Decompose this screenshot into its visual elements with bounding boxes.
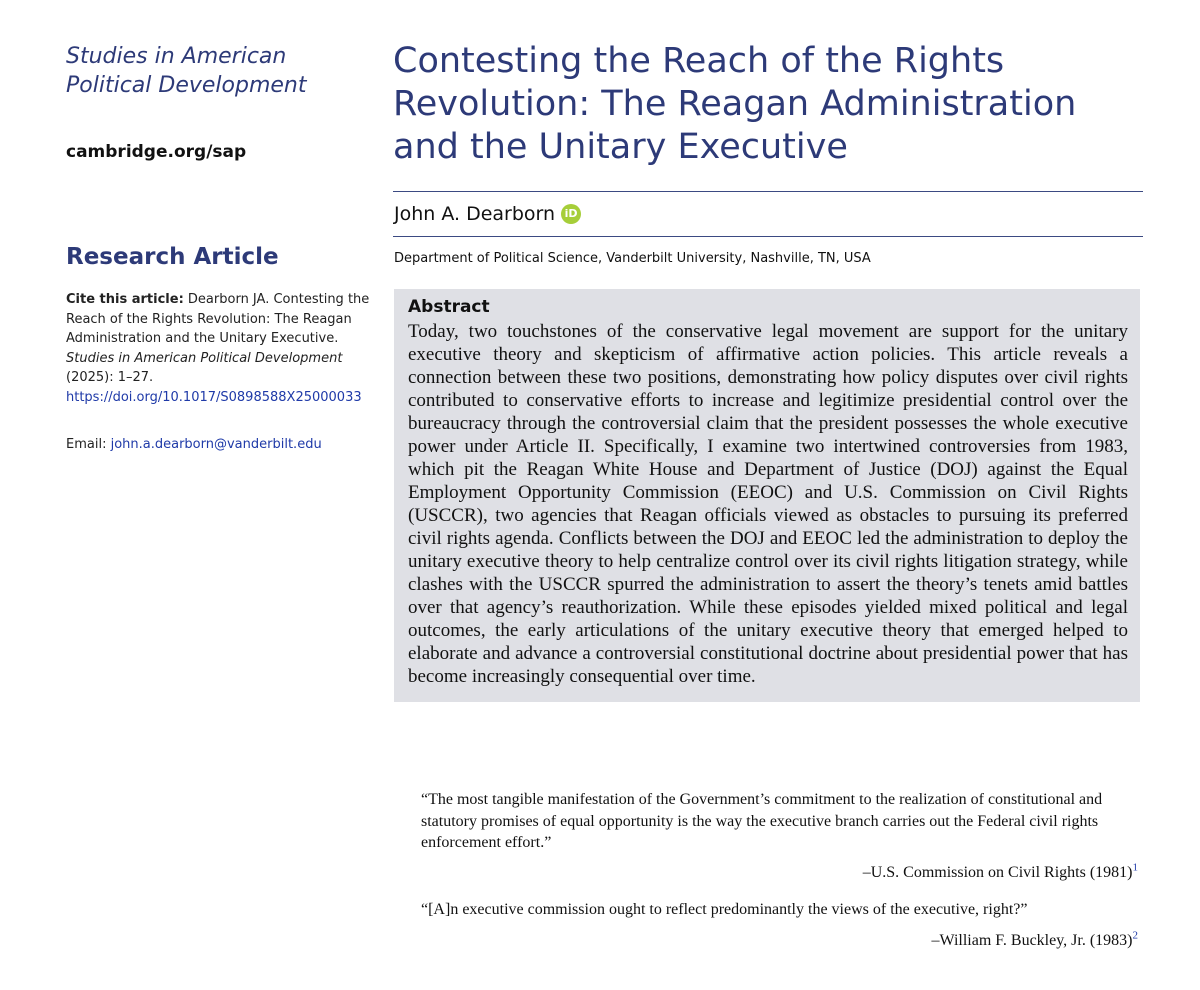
email-link[interactable]: john.a.dearborn@vanderbilt.edu — [110, 437, 322, 452]
author-line — [394, 203, 581, 225]
attribution-text-2: –William F. Buckley, Jr. (1983) — [931, 932, 1133, 949]
cite-text: Dearborn JA. Contesting the Reach of the Rights Revolution: The Reagan Administration and the Unitary Executive. — [66, 292, 370, 346]
epigraph-attribution-2 — [931, 929, 1138, 950]
cite-label: Cite this article: — [66, 292, 184, 307]
abstract-text: Today, two touchstones of the conservative legal movement are support for the unitary executive theory and skepticism of affirmative action policies. This article reveals a connection between these two positions, demonstrating how policy disputes over civil rights contributed to conservative efforts to increase and legitimize presidential control over the bureaucracy through the controversial claim that the president possesses the whole executive power under Article II. Specifically, I examine two intertwined controversies from 1983, which pit the Reagan White House and Department of Justice (DOJ) against the Equal Employment Opportunity Commission (EEOC) and U.S. Commission on Civil Rights (USCCR), two agencies that Reagan officials viewed as obstacles to pursuing its preferred civil rights agenda. Conflicts between the DOJ and EEOC led the administration to deploy the unitary executive theory to help centralize control over its civil rights litigation strategy, while clashes with the USCCR spurred the administration to assert the theory’s tenets amid battles over that agency’s reauthorization. While these episodes yielded mixed political and legal outcomes, the early articulations of the unitary executive theory that emerged helped to elaborate and advance a controversial constitutional doctrine about presidential power that has become increasingly consequential over time. — [408, 321, 1128, 687]
email-label: Email: — [66, 437, 107, 452]
cite-journal: Studies in American Political Development — [66, 350, 343, 366]
cite-year-pages: (2025): 1–27. — [66, 370, 154, 385]
epigraph-quote-1: “The most tangible manifestation of the Government’s commitment to the realization of constitutional and statutory promises of equal opportunity is the way the executive branch carries out the Federal civil rights enforcement effort.” — [421, 791, 1103, 851]
article-title: Contesting the Reach of the Rights Revolution: The Reagan Administration and the Unitary Executive — [393, 41, 1077, 167]
author-name: John A. Dearborn — [394, 203, 556, 225]
title-divider — [393, 191, 1143, 192]
abstract-heading: Abstract — [408, 297, 490, 317]
epigraph-quote-2: “[A]n executive commission ought to reflect predominantly the views of the executive, right?” — [421, 901, 1028, 918]
journal-name: Studies in American Political Development — [66, 44, 307, 98]
citation-block — [66, 290, 372, 407]
epigraph-attribution-1 — [862, 861, 1138, 882]
journal-site[interactable]: cambridge.org/sap — [66, 142, 247, 162]
footnote-ref-1[interactable]: 1 — [1132, 861, 1138, 874]
footnote-ref-2[interactable]: 2 — [1132, 929, 1138, 942]
email-line — [66, 437, 322, 452]
abstract-box — [394, 289, 1140, 702]
affiliation: Department of Political Science, Vanderbilt University, Nashville, TN, USA — [394, 251, 871, 266]
doi-link[interactable]: https://doi.org/10.1017/S0898588X25000033 — [66, 389, 362, 405]
article-type: Research Article — [66, 244, 279, 270]
attribution-text-1: –U.S. Commission on Civil Rights (1981) — [862, 864, 1133, 881]
orcid-icon[interactable]: iD — [561, 204, 581, 224]
author-divider — [393, 236, 1143, 237]
